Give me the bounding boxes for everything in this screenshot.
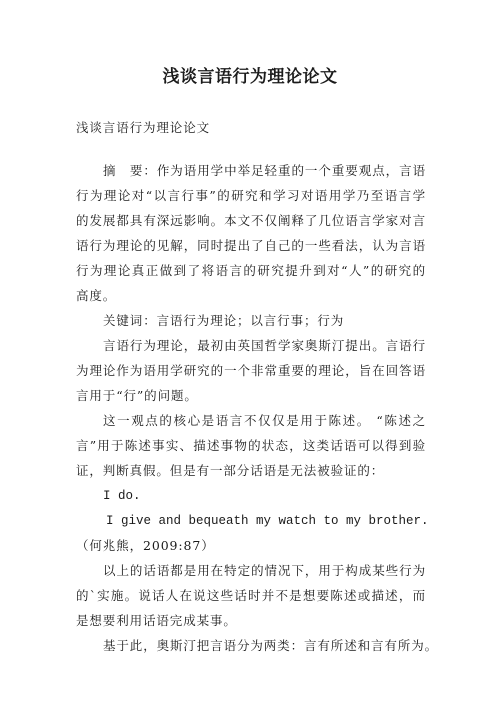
body-line-8: 的`实施。说话人在说这些话时并不是想要陈述或描述，而 [76,588,426,603]
abstract-line-6: 高度。 [76,288,117,303]
body-line-1: 言语行为理论，最初由英国哲学家奥斯汀提出。言语行 [103,338,426,353]
abstract-line-5: 行为理论真正做到了将语言的研究提升到对“人”的研究的 [76,263,426,278]
body-line-4: 这一观点的核心是语言不仅仅是用于陈述。 “陈述之 [103,413,426,428]
body-line-3: 言用于“行”的问题。 [76,388,198,403]
body-line-5: 言”用于陈述事实、描述事物的状态，这类话语可以得到验 [76,438,426,453]
citation-line: （何兆熊，2009:87） [76,538,215,553]
abstract-line-2: 行为理论对“以言行事”的研究和学习对语用学乃至语言学 [76,188,426,203]
abstract-line-3: 的发展都具有深远影响。本文不仅阐释了几位语言学家对言 [76,213,426,228]
body-line-2: 为理论作为语用学研究的一个非常重要的理论，旨在回答语 [76,363,426,378]
body-line-10: 基于此，奥斯汀把言语分为两类：言有所述和言有所为。 [103,638,439,653]
abstract-line-1: 摘 要：作为语用学中举足轻重的一个重要观点，言语 [103,163,426,178]
example-line-1: I do. [103,489,141,503]
abstract-line-4: 语行为理论的见解，同时提出了自己的一些看法，认为言语 [76,238,426,253]
example-line-2: I give and bequeath my watch to my brother. [106,514,429,528]
body-line-6: 证，判断真假。但是有一部分话语是无法被验证的： [76,463,385,478]
document-title: 浅谈言语行为理论论文 [162,67,338,87]
body-line-7: 以上的话语都是用在特定的情况下，用于构成某些行为 [103,563,426,578]
keywords-line: 关键词：言语行为理论；以言行事；行为 [103,313,345,328]
document-subtitle: 浅谈言语行为理论论文 [76,120,211,135]
body-line-9: 是想要利用话语完成某事。 [76,613,237,628]
